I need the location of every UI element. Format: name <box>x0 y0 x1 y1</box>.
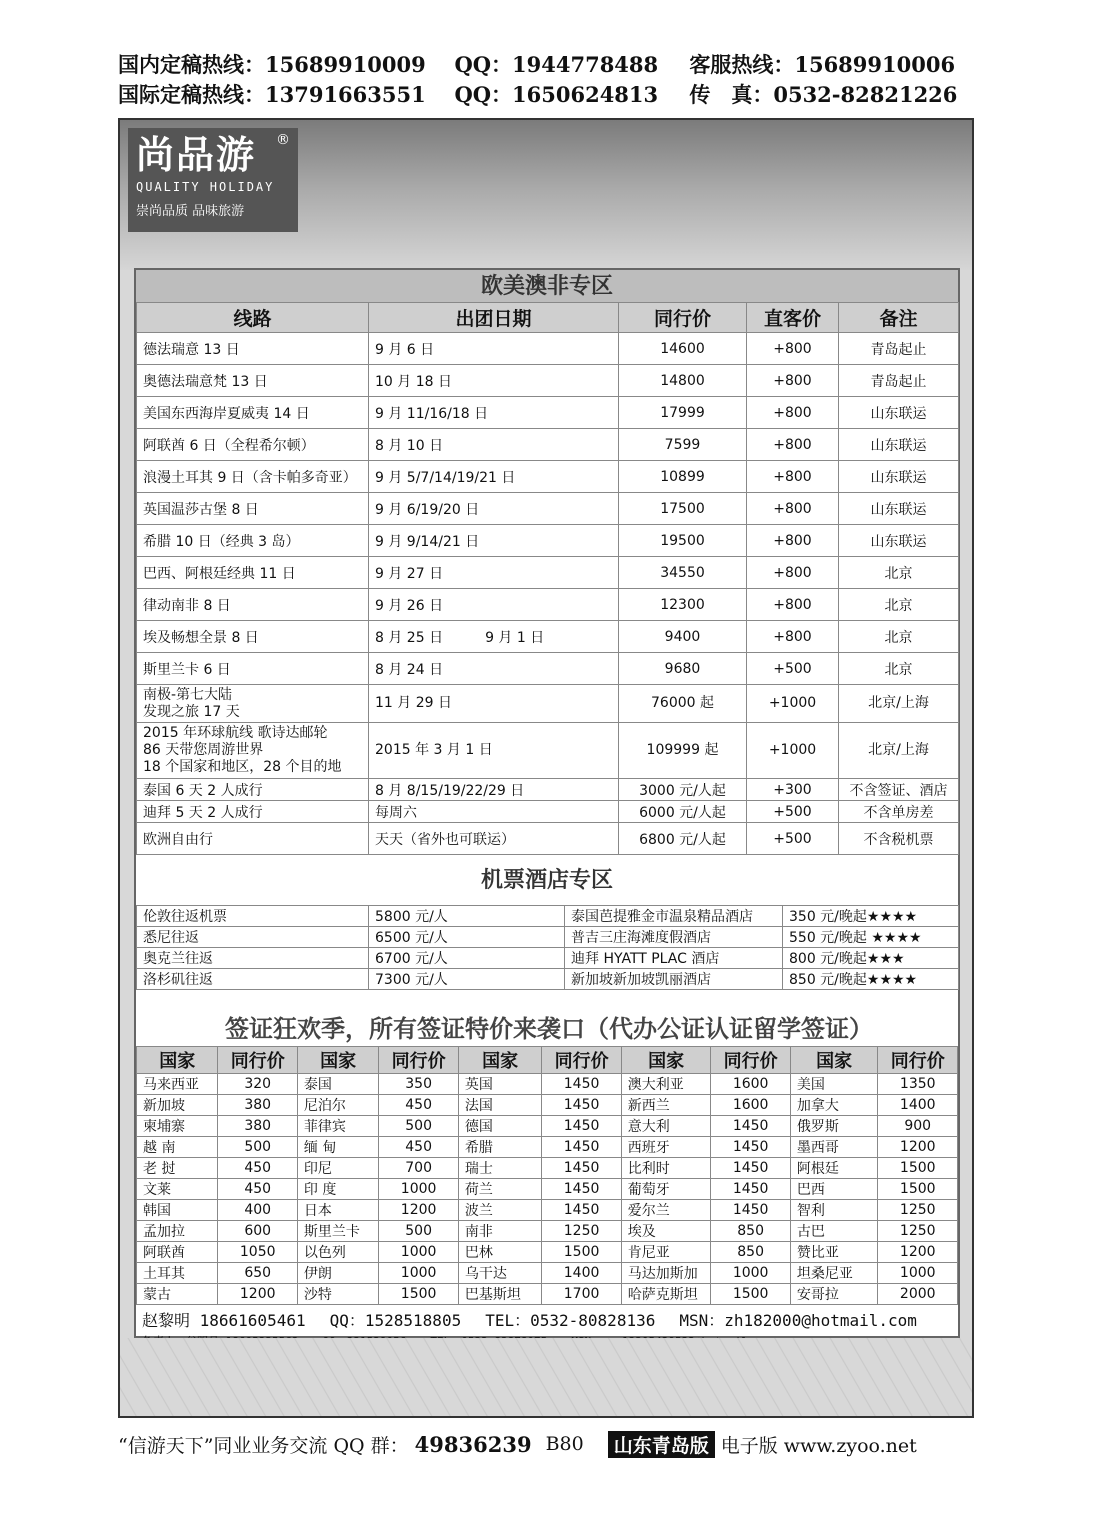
routes-header-cell: 出团日期 <box>369 303 619 333</box>
visa-country: 安哥拉 <box>790 1284 878 1305</box>
visa-price: 1500 <box>379 1284 458 1305</box>
route-retail-markup: +800 <box>747 397 839 429</box>
routes-header-cell: 直客价 <box>747 303 839 333</box>
visa-price: 380 <box>218 1116 297 1137</box>
route-trade-price: 7599 <box>619 429 747 461</box>
route-departure: 8 月 8/15/19/22/29 日 <box>369 779 619 801</box>
route-row <box>137 779 959 801</box>
visa-price: 900 <box>878 1116 958 1137</box>
service-hotline: 客服热线：15689910006 <box>689 52 956 77</box>
route-departure: 9 月 26 日 <box>369 589 619 621</box>
visa-price: 1600 <box>711 1074 790 1095</box>
route-note: 山东联运 <box>839 525 959 557</box>
route-trade-price: 17500 <box>619 493 747 525</box>
visa-country: 肯尼亚 <box>621 1242 711 1263</box>
visa-country: 文莱 <box>137 1179 218 1200</box>
hotline-row-2 <box>118 80 978 110</box>
visa-country: 柬埔寨 <box>137 1116 218 1137</box>
visa-price: 1700 <box>542 1284 621 1305</box>
route-departure: 8 月 25 日 9 月 1 日 <box>369 621 619 653</box>
visa-price: 850 <box>711 1242 790 1263</box>
logo-name-en: QUALITY HOLIDAY <box>136 180 275 194</box>
intl-hotline: 国际定稿热线：13791663551 <box>118 82 426 107</box>
hotel-price: 550 元/晚起 ★★★★ <box>783 927 959 948</box>
footer-qq-group: 49836239 <box>414 1431 532 1457</box>
route-retail-markup: +800 <box>747 557 839 589</box>
visa-row <box>137 1179 958 1200</box>
route-departure: 8 月 24 日 <box>369 653 619 685</box>
logo-slogan: 崇尚品质 品味旅游 <box>136 204 245 219</box>
route-retail-markup: +300 <box>747 779 839 801</box>
route-note: 北京/上海 <box>839 685 959 723</box>
visa-country: 澳大利亚 <box>621 1074 711 1095</box>
visa-price: 500 <box>218 1137 297 1158</box>
route-trade-price: 76000 起 <box>619 685 747 723</box>
route-departure: 9 月 5/7/14/19/21 日 <box>369 461 619 493</box>
ticket-row <box>137 969 959 990</box>
page-number: B80 <box>545 1433 584 1455</box>
visa-country: 伊朗 <box>297 1263 378 1284</box>
visa-country: 新加坡 <box>137 1095 218 1116</box>
visa-country: 美国 <box>790 1074 878 1095</box>
route-retail-markup: +800 <box>747 621 839 653</box>
visa-price: 1500 <box>542 1242 621 1263</box>
visa-price: 1050 <box>218 1242 297 1263</box>
routes-header-cell: 备注 <box>839 303 959 333</box>
visa-price: 1500 <box>878 1179 958 1200</box>
fax: 传 真：0532-82821226 <box>689 82 958 107</box>
hotel-name: 泰国芭提雅金市温泉精品酒店 <box>565 906 783 927</box>
visa-country: 阿根廷 <box>790 1158 878 1179</box>
visa-price: 1450 <box>542 1116 621 1137</box>
visa-price: 1450 <box>542 1179 621 1200</box>
visa-price: 1250 <box>542 1221 621 1242</box>
visa-row <box>137 1242 958 1263</box>
visa-price: 450 <box>218 1158 297 1179</box>
routes-section-title: 欧美澳非专区 <box>136 270 958 302</box>
route-departure: 天天（省外也可联运） <box>369 823 619 855</box>
visa-country: 瑞士 <box>458 1158 542 1179</box>
visa-price: 1400 <box>542 1263 621 1284</box>
visa-header-cell: 同行价 <box>542 1047 621 1074</box>
visa-price: 600 <box>218 1221 297 1242</box>
visa-price: 1000 <box>379 1179 458 1200</box>
route-name: 律动南非 8 日 <box>137 589 369 621</box>
visa-country: 马达加斯加 <box>621 1263 711 1284</box>
domestic-hotline: 国内定稿热线：15689910009 <box>118 52 426 77</box>
routes-header-cell: 同行价 <box>619 303 747 333</box>
route-note: 北京 <box>839 589 959 621</box>
visa-country: 德国 <box>458 1116 542 1137</box>
route-note: 不含签证、酒店 <box>839 779 959 801</box>
contact-name-phone: 赵黎明 18661605461 <box>142 1311 306 1330</box>
route-retail-markup: +800 <box>747 589 839 621</box>
visa-country: 意大利 <box>621 1116 711 1137</box>
visa-country: 波兰 <box>458 1200 542 1221</box>
route-row <box>137 525 959 557</box>
hotel-name: 新加坡新加坡凯丽酒店 <box>565 969 783 990</box>
route-retail-markup: +800 <box>747 365 839 397</box>
visa-row <box>137 1200 958 1221</box>
visa-country: 古巴 <box>790 1221 878 1242</box>
visa-country: 乌干达 <box>458 1263 542 1284</box>
visa-price: 700 <box>379 1158 458 1179</box>
visa-price: 1600 <box>711 1095 790 1116</box>
visa-country: 加拿大 <box>790 1095 878 1116</box>
visa-country: 葡萄牙 <box>621 1179 711 1200</box>
visa-row <box>137 1095 958 1116</box>
visa-price: 380 <box>218 1095 297 1116</box>
route-departure: 每周六 <box>369 801 619 823</box>
route-note: 青岛起止 <box>839 365 959 397</box>
visa-country: 南非 <box>458 1221 542 1242</box>
visa-country: 斯里兰卡 <box>297 1221 378 1242</box>
visa-price: 1200 <box>878 1242 958 1263</box>
route-name: 欧洲自由行 <box>137 823 369 855</box>
visa-header-cell: 国家 <box>297 1047 378 1074</box>
visa-price: 1200 <box>379 1200 458 1221</box>
route-departure: 9 月 9/14/21 日 <box>369 525 619 557</box>
visa-price: 350 <box>379 1074 458 1095</box>
visa-price: 400 <box>218 1200 297 1221</box>
visa-country: 巴西 <box>790 1179 878 1200</box>
tickets-section-title: 机票酒店专区 <box>136 855 958 905</box>
route-row <box>137 557 959 589</box>
route-name: 2015 年环球航线 歌诗达邮轮 86 天带您周游世界 18 个国家和地区，28 个目的地 <box>137 723 369 779</box>
route-departure: 2015 年 3 月 1 日 <box>369 723 619 779</box>
route-departure: 9 月 6 日 <box>369 333 619 365</box>
route-trade-price: 9680 <box>619 653 747 685</box>
header-banner <box>120 120 972 270</box>
ticket-row <box>137 906 959 927</box>
visa-country: 孟加拉 <box>137 1221 218 1242</box>
visa-price: 1200 <box>878 1137 958 1158</box>
visa-country: 埃及 <box>621 1221 711 1242</box>
visa-country: 坦桑尼亚 <box>790 1263 878 1284</box>
route-trade-price: 17999 <box>619 397 747 429</box>
intl-qq: QQ：1650624813 <box>454 82 659 107</box>
visa-price: 1450 <box>542 1137 621 1158</box>
route-departure: 9 月 6/19/20 日 <box>369 493 619 525</box>
visa-price: 1450 <box>542 1158 621 1179</box>
route-row <box>137 723 959 779</box>
route-retail-markup: +800 <box>747 525 839 557</box>
hotline-header <box>118 50 978 110</box>
route-departure: 10 月 18 日 <box>369 365 619 397</box>
visa-country: 俄罗斯 <box>790 1116 878 1137</box>
visa-price: 1350 <box>878 1074 958 1095</box>
hotel-price: 850 元/晚起★★★★ <box>783 969 959 990</box>
route-trade-price: 3000 元/人起 <box>619 779 747 801</box>
route-name: 美国东西海岸夏威夷 14 日 <box>137 397 369 429</box>
tickets-table <box>136 905 959 990</box>
ticket-price: 6700 元/人 <box>369 948 565 969</box>
visa-header-cell: 国家 <box>137 1047 218 1074</box>
route-departure: 9 月 27 日 <box>369 557 619 589</box>
route-note: 北京 <box>839 621 959 653</box>
contact-tel: TEL：0532-80828136 <box>485 1311 656 1330</box>
visa-header-cell: 同行价 <box>878 1047 958 1074</box>
visa-country: 蒙古 <box>137 1284 218 1305</box>
website: 电子版 www.zyoo.net <box>720 1434 917 1457</box>
ticket-price: 6500 元/人 <box>369 927 565 948</box>
visa-price: 1450 <box>711 1179 790 1200</box>
visa-header-cell: 国家 <box>621 1047 711 1074</box>
visa-country: 老 挝 <box>137 1158 218 1179</box>
route-trade-price: 12300 <box>619 589 747 621</box>
ticket-route: 洛杉矶往返 <box>137 969 369 990</box>
route-row <box>137 365 959 397</box>
route-departure: 9 月 11/16/18 日 <box>369 397 619 429</box>
domestic-qq: QQ：1944778488 <box>454 52 659 77</box>
route-retail-markup: +1000 <box>747 723 839 779</box>
contact-qq: QQ：1528518805 <box>329 1311 462 1330</box>
visa-country: 英国 <box>458 1074 542 1095</box>
route-name: 德法瑞意 13 日 <box>137 333 369 365</box>
visa-price: 1250 <box>878 1200 958 1221</box>
visa-country: 土耳其 <box>137 1263 218 1284</box>
visa-price: 1000 <box>878 1263 958 1284</box>
visa-header-cell: 同行价 <box>379 1047 458 1074</box>
visa-price: 1200 <box>218 1284 297 1305</box>
route-note: 北京 <box>839 653 959 685</box>
route-retail-markup: +500 <box>747 823 839 855</box>
visa-country: 沙特 <box>297 1284 378 1305</box>
visa-price: 320 <box>218 1074 297 1095</box>
route-retail-markup: +800 <box>747 333 839 365</box>
route-retail-markup: +500 <box>747 801 839 823</box>
route-note: 山东联运 <box>839 461 959 493</box>
route-row <box>137 429 959 461</box>
visa-price: 1450 <box>542 1074 621 1095</box>
visa-price: 1450 <box>711 1200 790 1221</box>
visa-price: 1250 <box>878 1221 958 1242</box>
route-retail-markup: +500 <box>747 653 839 685</box>
route-departure: 11 月 29 日 <box>369 685 619 723</box>
route-row <box>137 685 959 723</box>
visa-country: 智利 <box>790 1200 878 1221</box>
footer-text: “信游天下”同业业务交流 QQ 群： <box>118 1434 409 1457</box>
visa-price: 1000 <box>379 1263 458 1284</box>
visa-country: 越 南 <box>137 1137 218 1158</box>
visa-price: 1450 <box>711 1158 790 1179</box>
routes-header-cell: 线路 <box>137 303 369 333</box>
visa-price: 1400 <box>878 1095 958 1116</box>
visa-price: 1450 <box>542 1200 621 1221</box>
route-name: 阿联酋 6 日（全程希尔顿） <box>137 429 369 461</box>
visa-country: 哈萨克斯坦 <box>621 1284 711 1305</box>
route-retail-markup: +1000 <box>747 685 839 723</box>
route-name: 斯里兰卡 6 日 <box>137 653 369 685</box>
route-row <box>137 621 959 653</box>
visa-country: 泰国 <box>297 1074 378 1095</box>
visa-price: 450 <box>379 1095 458 1116</box>
visa-price: 1450 <box>542 1095 621 1116</box>
route-note: 北京 <box>839 557 959 589</box>
route-trade-price: 14600 <box>619 333 747 365</box>
visa-price: 450 <box>218 1179 297 1200</box>
route-name: 希腊 10 日（经典 3 岛） <box>137 525 369 557</box>
route-note: 北京/上海 <box>839 723 959 779</box>
visa-table <box>136 1046 958 1305</box>
visa-country: 荷兰 <box>458 1179 542 1200</box>
visa-country: 印 度 <box>297 1179 378 1200</box>
visa-country: 马来西亚 <box>137 1074 218 1095</box>
visa-country: 韩国 <box>137 1200 218 1221</box>
route-note: 山东联运 <box>839 493 959 525</box>
visa-country: 爱尔兰 <box>621 1200 711 1221</box>
route-note: 山东联运 <box>839 429 959 461</box>
visa-price: 1500 <box>878 1158 958 1179</box>
visa-country: 墨西哥 <box>790 1137 878 1158</box>
route-trade-price: 9400 <box>619 621 747 653</box>
visa-header-cell: 同行价 <box>218 1047 297 1074</box>
visa-price: 1450 <box>711 1116 790 1137</box>
route-trade-price: 14800 <box>619 365 747 397</box>
route-retail-markup: +800 <box>747 493 839 525</box>
hotel-name: 迪拜 HYATT PLAC 酒店 <box>565 948 783 969</box>
route-row <box>137 493 959 525</box>
route-name: 英国温莎古堡 8 日 <box>137 493 369 525</box>
route-note: 不含单房差 <box>839 801 959 823</box>
visa-country: 菲律宾 <box>297 1116 378 1137</box>
visa-country: 阿联酋 <box>137 1242 218 1263</box>
visa-row <box>137 1263 958 1284</box>
route-trade-price: 19500 <box>619 525 747 557</box>
route-departure: 8 月 10 日 <box>369 429 619 461</box>
edition-badge: 山东青岛版 <box>608 1431 715 1458</box>
visa-country: 新西兰 <box>621 1095 711 1116</box>
visa-row <box>137 1137 958 1158</box>
contact-msn: MSN：zh182000@hotmail.com <box>679 1311 917 1330</box>
ticket-route: 悉尼往返 <box>137 927 369 948</box>
registered-mark: ® <box>276 132 290 148</box>
visa-country: 日本 <box>297 1200 378 1221</box>
route-row <box>137 461 959 493</box>
route-note: 青岛起止 <box>839 333 959 365</box>
visa-row <box>137 1074 958 1095</box>
visa-price: 1450 <box>711 1137 790 1158</box>
leaf-pattern-decoration <box>120 1338 972 1418</box>
visa-price: 650 <box>218 1263 297 1284</box>
logo-name-cn: 尚品游 <box>136 133 257 177</box>
visa-section-title: 签证狂欢季，所有签证特价来袭口（代办公证认证留学签证） <box>225 1014 873 1043</box>
route-retail-markup: +800 <box>747 429 839 461</box>
ticket-route: 奥克兰往返 <box>137 948 369 969</box>
content-board <box>134 268 960 1338</box>
route-trade-price: 109999 起 <box>619 723 747 779</box>
route-row <box>137 653 959 685</box>
route-note: 不含税机票 <box>839 823 959 855</box>
visa-country: 希腊 <box>458 1137 542 1158</box>
ticket-price: 5800 元/人 <box>369 906 565 927</box>
visa-row <box>137 1116 958 1137</box>
visa-row <box>137 1284 958 1305</box>
visa-header-cell: 国家 <box>458 1047 542 1074</box>
visa-price: 450 <box>379 1137 458 1158</box>
route-trade-price: 10899 <box>619 461 747 493</box>
route-name: 浪漫土耳其 9 日（含卡帕多奇亚） <box>137 461 369 493</box>
route-trade-price: 34550 <box>619 557 747 589</box>
visa-price: 500 <box>379 1221 458 1242</box>
route-trade-price: 6800 元/人起 <box>619 823 747 855</box>
visa-country: 巴林 <box>458 1242 542 1263</box>
visa-row <box>137 1158 958 1179</box>
ticket-price: 7300 元/人 <box>369 969 565 990</box>
visa-price: 1500 <box>711 1284 790 1305</box>
ticket-row <box>137 927 959 948</box>
route-row <box>137 823 959 855</box>
page-footer <box>118 1428 978 1460</box>
visa-country: 西班牙 <box>621 1137 711 1158</box>
route-retail-markup: +800 <box>747 461 839 493</box>
visa-price: 2000 <box>878 1284 958 1305</box>
visa-country: 巴基斯坦 <box>458 1284 542 1305</box>
contact-main <box>136 1304 958 1331</box>
visa-country: 以色列 <box>297 1242 378 1263</box>
visa-price: 1000 <box>711 1263 790 1284</box>
visa-header-cell: 同行价 <box>711 1047 790 1074</box>
visa-price: 850 <box>711 1221 790 1242</box>
visa-country: 尼泊尔 <box>297 1095 378 1116</box>
visa-price: 1000 <box>379 1242 458 1263</box>
route-name: 奥德法瑞意梵 13 日 <box>137 365 369 397</box>
visa-country: 法国 <box>458 1095 542 1116</box>
visa-row <box>137 1221 958 1242</box>
route-row <box>137 333 959 365</box>
visa-country: 比利时 <box>621 1158 711 1179</box>
ticket-row <box>137 948 959 969</box>
route-name: 南极-第七大陆 发现之旅 17 天 <box>137 685 369 723</box>
route-name: 泰国 6 天 2 人成行 <box>137 779 369 801</box>
route-name: 迪拜 5 天 2 人成行 <box>137 801 369 823</box>
route-row <box>137 397 959 429</box>
visa-country: 印尼 <box>297 1158 378 1179</box>
route-trade-price: 6000 元/人起 <box>619 801 747 823</box>
brand-logo <box>128 128 298 232</box>
hotel-name: 普吉三庄海滩度假酒店 <box>565 927 783 948</box>
hotline-row-1 <box>118 50 978 80</box>
visa-country: 赞比亚 <box>790 1242 878 1263</box>
route-row <box>137 801 959 823</box>
ticket-route: 伦敦往返机票 <box>137 906 369 927</box>
route-name: 巴西、阿根廷经典 11 日 <box>137 557 369 589</box>
visa-country: 缅 甸 <box>297 1137 378 1158</box>
visa-header-cell: 国家 <box>790 1047 878 1074</box>
route-name: 埃及畅想全景 8 日 <box>137 621 369 653</box>
ad-frame <box>118 118 974 1418</box>
route-note: 山东联运 <box>839 397 959 429</box>
routes-table <box>136 302 959 855</box>
visa-price: 500 <box>379 1116 458 1137</box>
hotel-price: 350 元/晚起★★★★ <box>783 906 959 927</box>
route-row <box>137 589 959 621</box>
hotel-price: 800 元/晚起★★★ <box>783 948 959 969</box>
